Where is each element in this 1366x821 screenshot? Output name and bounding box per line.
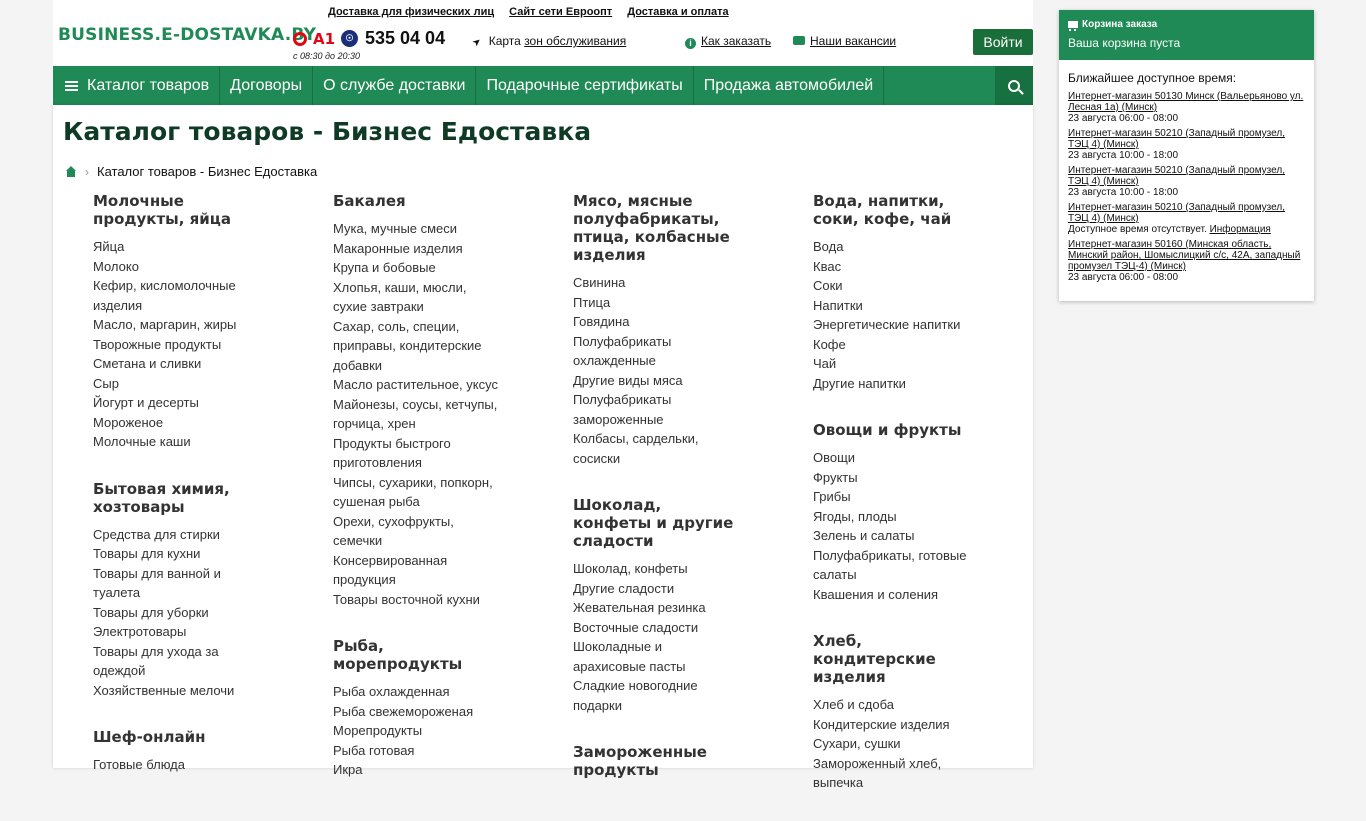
search-icon xyxy=(1008,80,1020,92)
chevron-right-icon: › xyxy=(85,164,89,179)
subcategory-link[interactable]: Крупа и бобовые xyxy=(333,260,436,275)
breadcrumb-current: Каталог товаров - Бизнес Едоставка xyxy=(97,164,318,179)
subcategory-link[interactable]: Говядина xyxy=(573,314,630,329)
category-title[interactable]: Рыба, морепродукты xyxy=(333,637,463,673)
subcategory-link[interactable]: Сахар, соль, специи, приправы, кондитерские добавки xyxy=(333,318,482,373)
subcategory-link[interactable]: Рыба свежемороженая xyxy=(333,703,474,719)
breadcrumb xyxy=(65,164,317,179)
subcategory-link[interactable]: Мука, мучные смеси xyxy=(333,221,458,236)
work-hours: с 08:30 до 20:30 xyxy=(293,51,361,61)
subcategory-link[interactable]: Хозяйственные мелочи xyxy=(93,682,235,698)
category-title[interactable]: Молочные продукты, яйца xyxy=(93,192,232,228)
cart-status: Ваша корзина пуста xyxy=(1068,36,1181,50)
page-title: Каталог товаров - Бизнес Едоставка xyxy=(63,117,592,146)
store-link[interactable]: Интернет-магазин 50210 (Западный промузел, ТЭЦ 4) (Минск) xyxy=(1068,128,1285,150)
slot-time: 23 августа 10:00 - 18:00 xyxy=(1068,150,1179,161)
category-list xyxy=(93,525,258,701)
category-title[interactable]: Хлеб, кондитерские изделия xyxy=(813,632,936,686)
subcategory-link[interactable]: Квашения и соления xyxy=(813,586,939,602)
how-to-order-link[interactable]: Как заказать xyxy=(701,34,772,48)
catalog-content xyxy=(53,105,1033,790)
subcategory-link[interactable]: Сладкие новогодние подарки xyxy=(573,678,698,713)
delivery-slot xyxy=(1068,239,1305,283)
subcategory-link[interactable]: Зелень и салаты xyxy=(813,528,915,543)
subcategory-link[interactable]: Кондитерские изделия xyxy=(813,716,950,732)
map-prefix: Карта xyxy=(488,34,521,48)
category-list xyxy=(93,755,258,775)
slot-time: Доступное время отсутствует. xyxy=(1068,224,1207,235)
subcategory-link[interactable]: Грибы xyxy=(813,489,851,504)
nav-car-sales[interactable]: Продажа автомобилей xyxy=(694,66,885,105)
subcategory-link[interactable]: Напитки xyxy=(813,297,863,313)
subcategory-link[interactable]: Рыба готовая xyxy=(333,742,415,758)
main-nav xyxy=(53,66,1033,105)
briefcase-icon xyxy=(793,36,805,45)
category-title[interactable]: Бытовая химия, хозтовары xyxy=(93,479,230,516)
subcategory-link[interactable]: Чипсы, сухарики, попкорн, сушеная рыба xyxy=(333,474,493,509)
subcategory-link[interactable]: Птица xyxy=(573,294,611,310)
subcategory-link[interactable]: Молоко xyxy=(93,258,139,274)
site-header xyxy=(53,0,1033,66)
location-arrow-icon: ➤ xyxy=(470,35,484,50)
top-links xyxy=(328,6,741,18)
subcategory-link[interactable]: Шоколадные и арахисовые пасты xyxy=(573,639,686,674)
subcategory-link[interactable]: Товары восточной кухни xyxy=(333,591,480,607)
nav-about-delivery[interactable]: О службе доставки xyxy=(313,66,476,105)
how-to-order xyxy=(685,34,771,49)
subcategory-link[interactable]: Сметана и сливки xyxy=(93,356,202,371)
home-icon[interactable] xyxy=(65,166,77,177)
service-map-link xyxy=(470,34,627,50)
subcategory-link[interactable]: Другие сладости xyxy=(573,580,675,596)
subcategory-link[interactable]: Колбасы, сардельки, сосиски xyxy=(573,431,699,466)
subcategory-link[interactable]: Полуфабрикаты охлажденные xyxy=(573,333,672,368)
subcategory-link[interactable]: Товары для ванной и туалета xyxy=(93,565,221,600)
top-link-delivery-payment[interactable]: Доставка и оплата xyxy=(627,6,729,18)
category-title[interactable]: Вода, напитки, соки, кофе, чай xyxy=(813,192,952,228)
slot-time: 23 августа 06:00 - 08:00 xyxy=(1068,113,1179,124)
slot-time-row xyxy=(1068,224,1305,235)
info-icon: i xyxy=(685,38,696,49)
nav-catalog-label: Каталог товаров xyxy=(87,77,210,94)
category-list xyxy=(813,448,978,604)
slot-time: 23 августа 10:00 - 18:00 xyxy=(1068,187,1179,198)
subcategory-link[interactable]: Мороженое xyxy=(93,414,164,430)
subcategory-link[interactable]: Морепродукты xyxy=(333,723,423,738)
phone-number[interactable]: 535 04 04 xyxy=(365,28,446,48)
subcategory-link[interactable]: Масло растительное, уксус xyxy=(333,377,498,392)
subcategory-link[interactable]: Кефир, кисломолочные изделия xyxy=(93,278,236,313)
subcategory-link[interactable]: Электротовары xyxy=(93,624,187,639)
nearest-time-label: Ближайшее доступное время: xyxy=(1068,71,1237,85)
category-title[interactable]: Мясо, мясные полуфабрикаты, птица, колбасные изделия xyxy=(573,192,730,264)
vacancies-link[interactable]: Наши вакансии xyxy=(810,34,897,48)
category-title[interactable]: Овощи и фрукты xyxy=(813,421,962,439)
subcategory-link[interactable]: Консервированная продукция xyxy=(333,552,448,587)
category-list xyxy=(813,695,978,793)
subcategory-link[interactable]: Йогурт и десерты xyxy=(93,395,199,410)
category-list xyxy=(573,273,738,468)
delivery-slot xyxy=(1068,202,1305,235)
search-button[interactable] xyxy=(995,66,1033,105)
subcategory-link[interactable]: Хлопья, каши, мюсли, сухие завтраки xyxy=(333,279,467,314)
cart-panel xyxy=(1059,10,1314,301)
subcategory-link[interactable]: Соки xyxy=(813,278,843,293)
slot-time: 23 августа 06:00 - 08:00 xyxy=(1068,272,1179,283)
subcategory-link[interactable]: Кофе xyxy=(813,336,846,352)
store-link[interactable]: Интернет-магазин 50210 (Западный промузел, ТЭЦ 4) (Минск) xyxy=(1068,202,1285,224)
subcategory-link[interactable]: Шоколад, конфеты xyxy=(573,561,688,576)
subcategory-link[interactable]: Фрукты xyxy=(813,469,858,485)
subcategory-link[interactable]: Хлеб и сдоба xyxy=(813,697,894,712)
subcategory-link[interactable]: Икра xyxy=(333,762,363,777)
catalog-column-3 xyxy=(573,192,738,788)
subcategory-link[interactable]: Яйца xyxy=(93,239,125,254)
subcategory-link[interactable]: Ягоды, плоды xyxy=(813,508,897,524)
subcategory-link[interactable]: Полуфабрикаты, готовые салаты xyxy=(813,547,967,582)
store-link[interactable]: Интернет-магазин 50210 (Западный промузел, ТЭЦ 4) (Минск) xyxy=(1068,165,1285,187)
subcategory-link[interactable]: Рыба охлажденная xyxy=(333,684,450,699)
subcategory-link[interactable]: Овощи xyxy=(813,450,856,465)
subcategory-link[interactable]: Полуфабрикаты замороженные xyxy=(573,392,672,427)
catalog-column-4 xyxy=(813,192,978,821)
delivery-slot xyxy=(1068,91,1305,124)
top-link-evroopt[interactable]: Сайт сети Евроопт xyxy=(509,6,613,18)
subcategory-link[interactable]: Макаронные изделия xyxy=(333,240,463,256)
subcategory-link[interactable]: Сыр xyxy=(93,375,119,391)
subcategory-link[interactable]: Творожные продукты xyxy=(93,336,222,352)
subcategory-link[interactable]: Восточные сладости xyxy=(573,619,699,635)
category-list xyxy=(333,219,498,609)
subcategory-link[interactable]: Сухари, сушки xyxy=(813,736,901,751)
category-list xyxy=(333,682,498,780)
info-link[interactable]: Информация xyxy=(1209,224,1271,235)
subcategory-link[interactable]: Товары для кухни xyxy=(93,546,201,561)
mts-icon xyxy=(293,32,307,46)
subcategory-link[interactable]: Жевательная резинка xyxy=(573,600,706,615)
subcategory-link[interactable]: Майонезы, соусы, кетчупы, горчица, хрен xyxy=(333,396,498,431)
category-title[interactable]: Замороженные продукты xyxy=(573,743,707,779)
store-link[interactable]: Интернет-магазин 50160 (Минская область, Минский район, Шомыслицкий с/с, 42А, западный промузел ТЭЦ-4) (Минск) xyxy=(1068,239,1301,272)
nav-contracts[interactable]: Договоры xyxy=(220,66,313,105)
category-title[interactable]: Шеф-онлайн xyxy=(93,728,206,746)
subcategory-link[interactable]: Товары для уборки xyxy=(93,604,209,620)
store-link[interactable]: Интернет-магазин 50130 Минск (Вальерьяново ул. Лесная 1а) (Минск) xyxy=(1068,91,1304,113)
login-button[interactable]: Войти xyxy=(973,29,1033,55)
top-link-individuals[interactable]: Доставка для физических лиц xyxy=(328,6,495,18)
nav-gift-certificates[interactable]: Подарочные сертификаты xyxy=(476,66,693,105)
category-title[interactable]: Бакалея xyxy=(333,192,406,210)
nav-catalog[interactable] xyxy=(53,66,220,105)
cart-icon xyxy=(1068,21,1078,28)
subcategory-link[interactable]: Другие напитки xyxy=(813,375,906,391)
subcategory-link[interactable]: Готовые блюда xyxy=(93,757,185,772)
cart-title: Корзина заказа xyxy=(1082,19,1158,30)
a1-icon: A1 xyxy=(313,29,336,48)
category-list xyxy=(813,237,978,393)
subcategory-link[interactable]: Свинина xyxy=(573,275,626,290)
cart-header[interactable] xyxy=(1059,10,1314,60)
subcategory-link[interactable]: Молочные каши xyxy=(93,434,191,449)
catalog-column-2 xyxy=(333,192,498,808)
delivery-slot xyxy=(1068,128,1305,161)
subcategory-link[interactable]: Средства для стирки xyxy=(93,526,220,542)
subcategory-link[interactable]: Товары для ухода за одеждой xyxy=(93,643,219,678)
cart-title-row xyxy=(1068,19,1305,30)
category-title[interactable]: Шоколад, конфеты и другие сладости xyxy=(573,496,734,550)
subcategory-link[interactable]: Замороженный хлеб, выпечка xyxy=(813,755,942,790)
subcategory-link[interactable]: Вода xyxy=(813,239,844,254)
vacancies xyxy=(793,34,896,48)
subcategory-link[interactable]: Масло, маргарин, жиры xyxy=(93,317,237,332)
menu-icon xyxy=(65,81,78,91)
delivery-slot xyxy=(1068,165,1305,198)
subcategory-link[interactable]: Чай xyxy=(813,356,837,371)
catalog-column-1 xyxy=(93,192,258,803)
cart-body xyxy=(1059,60,1314,298)
subcategory-link[interactable]: Орехи, сухофрукты, семечки xyxy=(333,513,454,548)
subcategory-link[interactable]: Квас xyxy=(813,258,842,274)
subcategory-link[interactable]: Продукты быстрого приготовления xyxy=(333,435,451,470)
life-icon: ☉ xyxy=(341,30,358,47)
service-zones-link[interactable]: зон обслуживания xyxy=(524,34,627,48)
category-list xyxy=(93,237,258,452)
operator-icons xyxy=(293,30,358,47)
subcategory-link[interactable]: Другие виды мяса xyxy=(573,372,683,388)
subcategory-link[interactable]: Энергетические напитки xyxy=(813,317,961,332)
site-logo[interactable]: BUSINESS.E-DOSTAVKA.BY xyxy=(58,25,317,45)
category-list xyxy=(573,559,738,715)
